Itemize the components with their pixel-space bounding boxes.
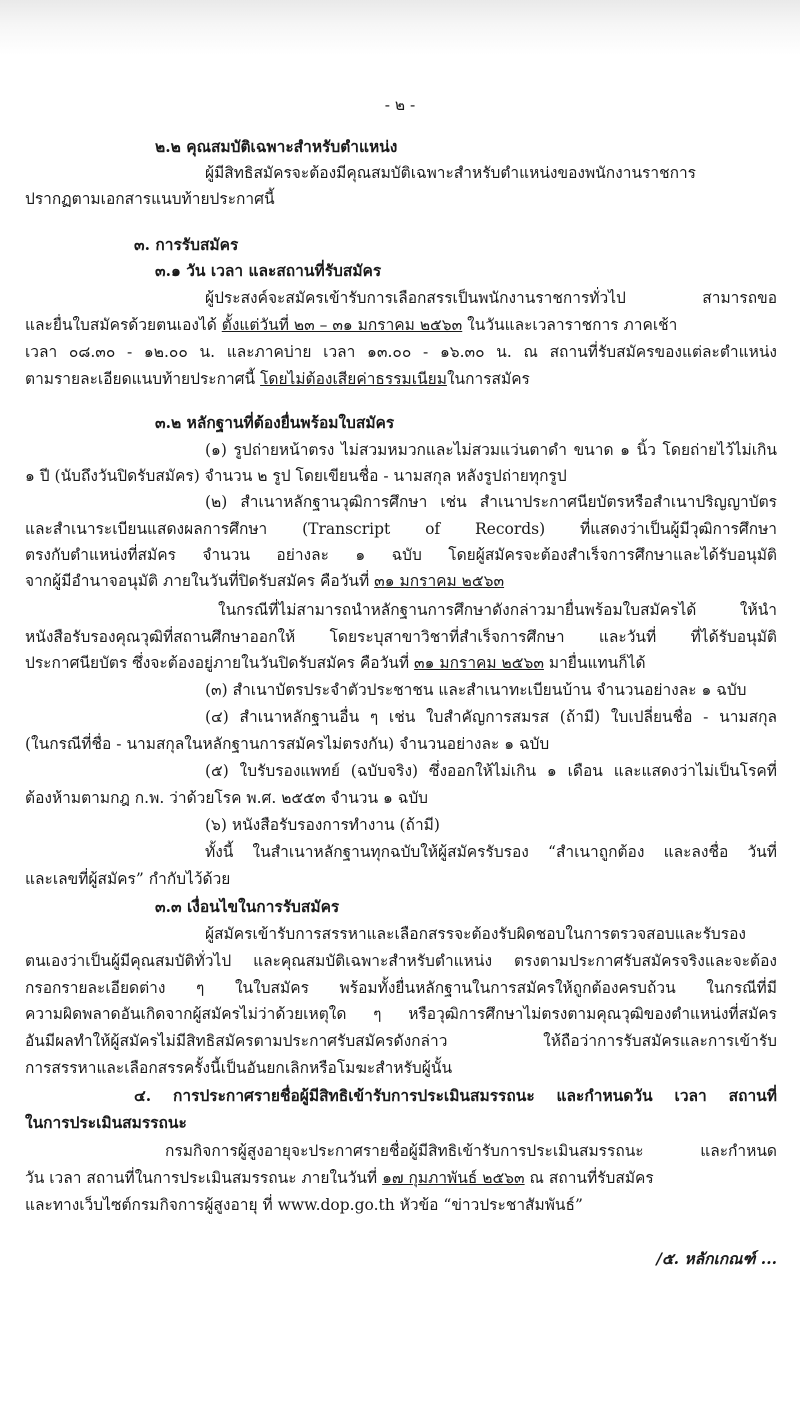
continuation-note: /๕. หลักเกณฑ์ ... <box>656 1249 777 1268</box>
paragraph-line: เวลา ๐๘.๓๐ - ๑๒.๐๐ น. และภาคบ่าย เวลา ๑๓.๐๐ - ๑๖.๓๐ น. ณ สถานที่รับสมัครของแต่ละตำแหน่ง <box>25 343 777 361</box>
paragraph-text: วัน เวลา สถานที่ในการประเมินสมรรถนะ ภายในวันที่ <box>25 1169 378 1187</box>
paragraph-line: (๖) หนังสือรับรองการทำงาน (ถ้ามี) <box>205 816 440 834</box>
no-fee-underlined: โดยไม่ต้องเสียค่าธรรมเนียม <box>260 370 447 388</box>
paragraph-text: ประกาศนียบัตร ซึ่งจะต้องอยู่ภายในวันปิดรับสมัคร คือวันที่ <box>25 654 410 672</box>
paragraph-line: ทั้งนี้ ในสำเนาหลักฐานทุกฉบับให้ผู้สมัครรับรอง “สำเนาถูกต้อง และลงชื่อ วันที่ <box>205 843 777 861</box>
paragraph-line <box>25 568 785 594</box>
paragraph-line: ตรงกับตำแหน่งที่สมัคร จำนวน อย่างละ ๑ ฉบับ โดยผู้สมัครจะต้องสำเร็จการศึกษาและได้รับอนุมัติ <box>25 546 777 564</box>
paragraph-line: อันมีผลทำให้ผู้สมัครไม่มีสิทธิสมัครตามประกาศรับสมัครดังกล่าว ให้ถือว่าการรับสมัครและการเข้ารับ <box>25 1032 777 1050</box>
paragraph-line: ผู้ประสงค์จะสมัครเข้ารับการเลือกสรรเป็นพนักงานราชการทั่วไป สามารถขอ <box>205 289 777 307</box>
closing-date-underlined: ๓๑ มกราคม ๒๕๖๓ <box>414 654 544 672</box>
paragraph-line: หนังสือรับรองคุณวุฒิที่สถานศึกษาออกให้ โดยระบุสาขาวิชาที่สำเร็จการศึกษา และวันที่ ที่ได้รับอนุมัติ <box>25 628 777 646</box>
paragraph-line <box>25 1165 785 1191</box>
paragraph-line: กรอกรายละเอียดต่าง ๆ ในใบสมัคร พร้อมทั้งยื่นหลักฐานในการสมัครให้ถูกต้องครบถ้วน ในกรณีที่มี <box>25 979 777 997</box>
paragraph-text: ในวันและเวลาราชการ ภาคเช้า <box>467 316 678 334</box>
section-heading-3-2: ๓.๒ หลักฐานที่ต้องยื่นพร้อมใบสมัคร <box>155 413 395 432</box>
paragraph-line: (๔) สำเนาหลักฐานอื่น ๆ เช่น ใบสำคัญการสมรส (ถ้ามี) ใบเปลี่ยนชื่อ - นามสกุล <box>205 708 777 726</box>
paragraph-line: การสรรหาและเลือกสรรครั้งนี้เป็นอันยกเลิกหรือโมฆะสำหรับผู้นั้น <box>25 1059 453 1077</box>
paragraph-line: และเลขที่ผู้สมัคร” กำกับไว้ด้วย <box>25 870 231 888</box>
paragraph-text: จากผู้มีอำนาจอนุมัติ ภายในวันที่ปิดรับสมัคร คือวันที่ <box>25 572 370 590</box>
closing-date-underlined: ๓๑ มกราคม ๒๕๖๓ <box>374 572 505 590</box>
paragraph-text: และยื่นใบสมัครด้วยตนเองได้ <box>25 316 217 334</box>
paragraph-line: (ในกรณีที่ชื่อ - นามสกุลในหลักฐานการสมัครไม่ตรงกัน) จำนวนอย่างละ ๑ ฉบับ <box>25 735 550 753</box>
paragraph-line: กรมกิจการผู้สูงอายุจะประกาศรายชื่อผู้มีสิทธิเข้ารับการประเมินสมรรถนะ และกำหนด <box>165 1142 777 1160</box>
paragraph-line: (๑) รูปถ่ายหน้าตรง ไม่สวมหมวกและไม่สวมแว่นตาดำ ขนาด ๑ นิ้ว โดยถ่ายไว้ไม่เกิน <box>205 441 777 459</box>
section-heading-3-1: ๓.๑ วัน เวลา และสถานที่รับสมัคร <box>155 261 382 280</box>
paragraph-line: ผู้สมัครเข้ารับการสรรหาและเลือกสรรจะต้องรับผิดชอบในการตรวจสอบและรับรอง <box>205 925 746 943</box>
paragraph-line: ต้องห้ามตามกฎ ก.พ. ว่าด้วยโรค พ.ศ. ๒๕๕๓ จำนวน ๑ ฉบับ <box>25 789 429 807</box>
section-heading-4: ๔. การประกาศรายชื่อผู้มีสิทธิเข้ารับการประเมินสมรรถนะ และกำหนดวัน เวลา สถานที่ <box>134 1086 777 1105</box>
section-heading-3: ๓. การรับสมัคร <box>134 235 239 254</box>
announcement-date-underlined: ๑๗ กุมภาพันธ์ ๒๕๖๓ <box>382 1169 525 1187</box>
paragraph-line: (๕) ใบรับรองแพทย์ (ฉบับจริง) ซึ่งออกให้ไม่เกิน ๑ เดือน และแสดงว่าไม่เป็นโรคที่ <box>205 762 777 780</box>
paragraph-line: ปรากฏตามเอกสารแนบท้ายประกาศนี้ <box>25 190 275 208</box>
paragraph-line: (๒) สำเนาหลักฐานวุฒิการศึกษา เช่น สำเนาประกาศนียบัตรหรือสำเนาปริญญาบัตร <box>205 493 777 511</box>
page-number: - ๒ - <box>384 96 416 114</box>
section-heading-3-3: ๓.๓ เงื่อนไขในการรับสมัคร <box>155 897 340 916</box>
paragraph-text: ณ สถานที่รับสมัคร <box>529 1169 654 1187</box>
paragraph-line: และสำเนาระเบียนแสดงผลการศึกษา (Transcript of Records) ที่แสดงว่าเป็นผู้มีวุฒิการศึกษา <box>25 520 777 538</box>
paragraph-line: และทางเว็บไซต์กรมกิจการผู้สูงอายุ ที่ www.dop.go.th หัวข้อ “ข่าวประชาสัมพันธ์” <box>25 1196 583 1214</box>
section-heading-4-cont: ในการประเมินสมรรถนะ <box>25 1113 187 1132</box>
paragraph-line: ๑ ปี (นับถึงวันปิดรับสมัคร) จำนวน ๒ รูป โดยเขียนชื่อ - นามสกุล หลังรูปถ่ายทุกรูป <box>25 467 567 485</box>
paragraph-line: ในกรณีที่ไม่สามารถนำหลักฐานการศึกษาดังกล่าวมายื่นพร้อมใบสมัครได้ ให้นำ <box>218 601 777 619</box>
paragraph-line <box>25 650 785 676</box>
paragraph-text: ในการสมัคร <box>446 370 530 388</box>
section-heading-2-2: ๒.๒ คุณสมบัติเฉพาะสำหรับตำแหน่ง <box>155 137 398 156</box>
paragraph-text: ตามรายละเอียดแนบท้ายประกาศนี้ <box>25 370 256 388</box>
paragraph-line: ความผิดพลาดอันเกิดจากผู้สมัครไม่ว่าด้วยเหตุใด ๆ หรือวุฒิการศึกษาไม่ตรงตามคุณวุฒิของตำแหน่งที่สมัคร <box>25 1005 777 1023</box>
paragraph-line: ตนเองว่าเป็นผู้มีคุณสมบัติทั่วไป และคุณสมบัติเฉพาะสำหรับตำแหน่ง ตรงตามประกาศรับสมัครจริงและจะต้อง <box>25 952 777 970</box>
paragraph-line <box>25 312 785 338</box>
paragraph-line: (๓) สำเนาบัตรประจำตัวประชาชน และสำเนาทะเบียนบ้าน จำนวนอย่างละ ๑ ฉบับ <box>205 681 747 699</box>
paragraph-line: ผู้มีสิทธิสมัครจะต้องมีคุณสมบัติเฉพาะสำหรับตำแหน่งของพนักงานราชการ <box>205 164 696 182</box>
date-range-underlined: ตั้งแต่วันที่ ๒๓ – ๓๑ มกราคม ๒๕๖๓ <box>221 316 463 334</box>
paragraph-text: มายื่นแทนก็ได้ <box>548 654 646 672</box>
paragraph-line <box>25 366 785 392</box>
